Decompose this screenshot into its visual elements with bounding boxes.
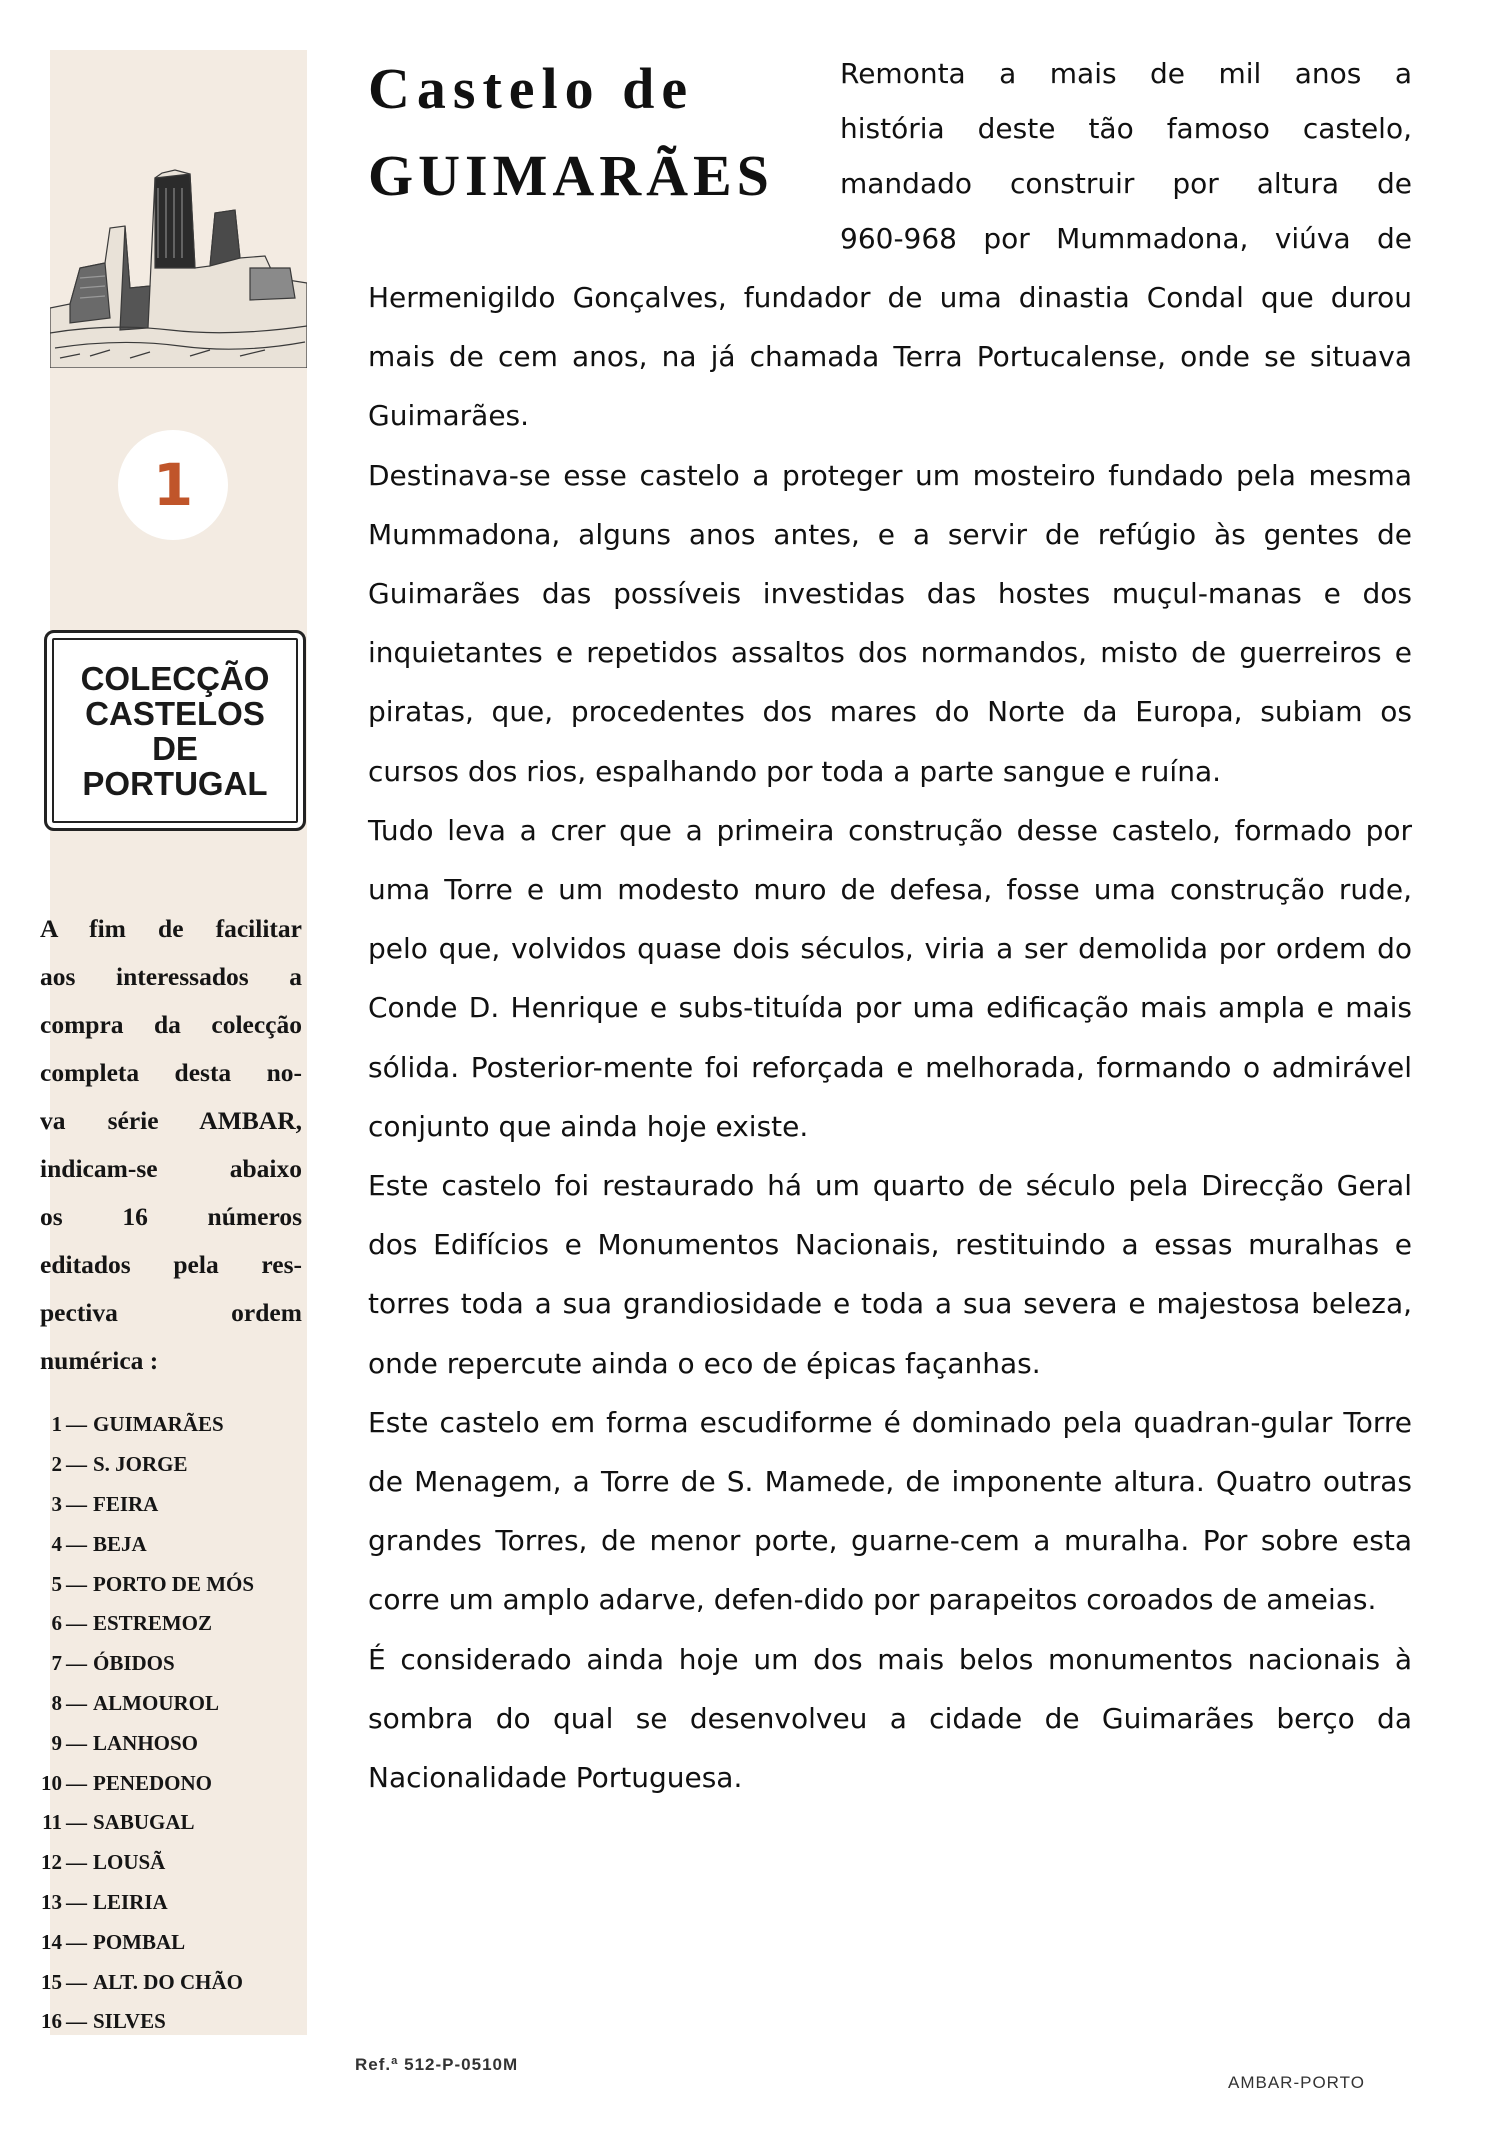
castle-name: GUIMARÃES	[93, 1412, 224, 1437]
castle-list-item	[40, 1763, 310, 1803]
dash-separator: —	[66, 1889, 87, 1914]
castle-name: S. JORGE	[93, 1452, 188, 1477]
paragraph: Este castelo em forma escudiforme é dominado pela quadran-gular Torre de Menagem, a Torre de S. Mamede, de imponente altura. Quatro outras grandes Torres, de menor porte, guarne-cem a muralha. Por sobre esta corre um amplo adarve, defen-dido por parapeitos coroados de ameias.	[368, 1405, 1412, 1617]
reference-code: Ref.ª 512-P-0510M	[355, 2055, 519, 2074]
castle-list-item	[40, 1445, 310, 1485]
castle-name: ALT. DO CHÃO	[93, 1969, 243, 1994]
info-line: editados pela res-	[40, 1250, 302, 1279]
intro-line: 960-968 por Mummadona, viúva de	[840, 222, 1412, 255]
castle-list-item	[40, 1485, 310, 1525]
castle-name: POMBAL	[93, 1929, 186, 1954]
info-line: numérica :	[40, 1346, 159, 1375]
paragraph: É considerado ainda hoje um dos mais belos monumentos nacionais à sombra do qual se desenvolveu a cidade de Guimarães berço da Nacionalidade Portuguesa.	[368, 1642, 1412, 1795]
castle-name: LEIRIA	[93, 1889, 168, 1914]
castle-name: LOUSÃ	[93, 1850, 166, 1875]
collection-label-line: CASTELOS	[85, 694, 265, 732]
castle-number: 8	[51, 1690, 62, 1715]
dash-separator: —	[66, 1651, 87, 1676]
collection-label-box	[44, 630, 306, 831]
castle-name: SILVES	[93, 2009, 166, 2034]
castle-list-item	[40, 1564, 310, 1604]
castle-number: 3	[51, 1491, 62, 1516]
castle-number: 10	[41, 1770, 62, 1795]
castle-list-item	[40, 1883, 310, 1923]
info-line: aos interessados a	[40, 962, 302, 991]
castle-list-item	[40, 1644, 310, 1684]
castle-list-item	[40, 1604, 310, 1644]
intro-line: mandado construir por altura de	[840, 167, 1412, 200]
paragraph: Este castelo foi restaurado há um quarto de século pela Direcção Geral dos Edifícios e Monumentos Nacionais, restituindo a essas muralhas e torres toda a sua grandiosidade e toda a sua severa e majestosa beleza, onde repercute ainda o eco de épicas façanhas.	[368, 1169, 1412, 1380]
castle-name: ESTREMOZ	[93, 1611, 213, 1636]
castle-list-item	[40, 1405, 310, 1445]
castle-name: ÓBIDOS	[93, 1651, 175, 1676]
dash-separator: —	[66, 1491, 87, 1516]
castle-number: 6	[51, 1611, 62, 1636]
castle-number: 13	[41, 1889, 62, 1914]
castle-number: 14	[41, 1929, 62, 1954]
castle-name: BEJA	[93, 1531, 147, 1556]
castle-number: 7	[51, 1651, 62, 1676]
castle-number: 11	[42, 1810, 62, 1835]
dash-separator: —	[66, 1969, 87, 1994]
info-line: A fim de facilitar	[40, 914, 302, 943]
castle-number: 12	[41, 1850, 62, 1875]
collection-label-line: COLECÇÃO	[80, 659, 270, 697]
dash-separator: —	[66, 1611, 87, 1636]
intro-line: história deste tão famoso castelo,	[840, 112, 1412, 145]
castle-list-item	[40, 1962, 310, 2002]
info-line: indicam-se abaixo	[40, 1154, 302, 1183]
intro-line: Remonta a mais de mil anos a	[840, 57, 1412, 90]
info-line: os 16 números	[40, 1202, 302, 1231]
dash-separator: —	[66, 1929, 87, 1954]
castle-list-item	[40, 1843, 310, 1883]
collection-label-line: PORTUGAL	[82, 764, 268, 802]
publisher-mark: AMBAR-PORTO	[1228, 2073, 1365, 2092]
collection-number: 1	[118, 430, 228, 540]
castle-name: SABUGAL	[93, 1810, 195, 1835]
castle-sketch-illustration	[50, 118, 307, 368]
dash-separator: —	[66, 1690, 87, 1715]
castle-name: ALMOUROL	[93, 1690, 219, 1715]
castle-number: 1	[51, 1412, 62, 1437]
dash-separator: —	[66, 1730, 87, 1755]
castle-list-item	[40, 2002, 310, 2042]
title-line-2: GUIMARÃES	[368, 143, 774, 208]
collection-label	[81, 661, 270, 801]
castle-list-item	[40, 1803, 310, 1843]
collection-label-line: DE	[152, 729, 198, 767]
castle-name: PENEDONO	[93, 1770, 213, 1795]
castle-number: 2	[51, 1452, 62, 1477]
castle-number: 16	[41, 2009, 62, 2034]
dash-separator: —	[66, 2009, 87, 2034]
castle-number: 4	[51, 1531, 62, 1556]
dash-separator: —	[66, 1412, 87, 1437]
info-line: compra da colecção	[40, 1010, 302, 1039]
castle-name: LANHOSO	[93, 1730, 199, 1755]
dash-separator: —	[66, 1810, 87, 1835]
castle-name: PORTO DE MÓS	[93, 1571, 255, 1596]
intro-text	[840, 44, 1412, 264]
info-line: pectiva ordem	[40, 1298, 302, 1327]
dash-separator: —	[66, 1770, 87, 1795]
info-line: completa desta no-	[40, 1058, 302, 1087]
castle-number: 9	[51, 1730, 62, 1755]
castle-number: 5	[51, 1571, 62, 1596]
paragraph: Hermenigildo Gonçalves, fundador de uma dinastia Condal que durou mais de cem anos, na já chamada Terra Portucalense, onde se situava Guimarães.	[368, 281, 1412, 433]
castle-list-item	[40, 1524, 310, 1564]
info-line: va série AMBAR,	[40, 1106, 302, 1135]
castle-list-item	[40, 1684, 310, 1724]
castle-name: FEIRA	[93, 1491, 159, 1516]
dash-separator: —	[66, 1452, 87, 1477]
paragraph: Destinava-se esse castelo a proteger um mosteiro fundado pela mesma Mummadona, alguns anos antes, e a servir de refúgio às gentes de Guimarães das possíveis investidas das hostes muçul-manas e dos inquietantes e repetidos assaltos dos normandos, misto de guerreiros e piratas, que, procedentes dos mares do Norte da Europa, subiam os cursos dos rios, espalhando por toda a parte sangue e ruína.	[368, 458, 1412, 788]
article-body	[368, 268, 1412, 1807]
castle-list-item	[40, 1723, 310, 1763]
dash-separator: —	[66, 1571, 87, 1596]
castle-list-item	[40, 1922, 310, 1962]
dash-separator: —	[66, 1850, 87, 1875]
castle-number: 15	[41, 1969, 62, 1994]
castle-list	[40, 1405, 310, 2042]
title-line-1: Castelo de	[368, 56, 695, 121]
collection-info-text	[40, 905, 302, 1385]
dash-separator: —	[66, 1531, 87, 1556]
paragraph: Tudo leva a crer que a primeira construção desse castelo, formado por uma Torre e um modesto muro de defesa, fosse uma construção rude, pelo que, volvidos quase dois séculos, viria a ser demolida por ordem do Conde D. Henrique e subs-tituída por uma edificação mais ampla e mais sólida. Posterior-mente foi reforçada e melhorada, formando o admirável conjunto que ainda hoje existe.	[368, 813, 1412, 1143]
